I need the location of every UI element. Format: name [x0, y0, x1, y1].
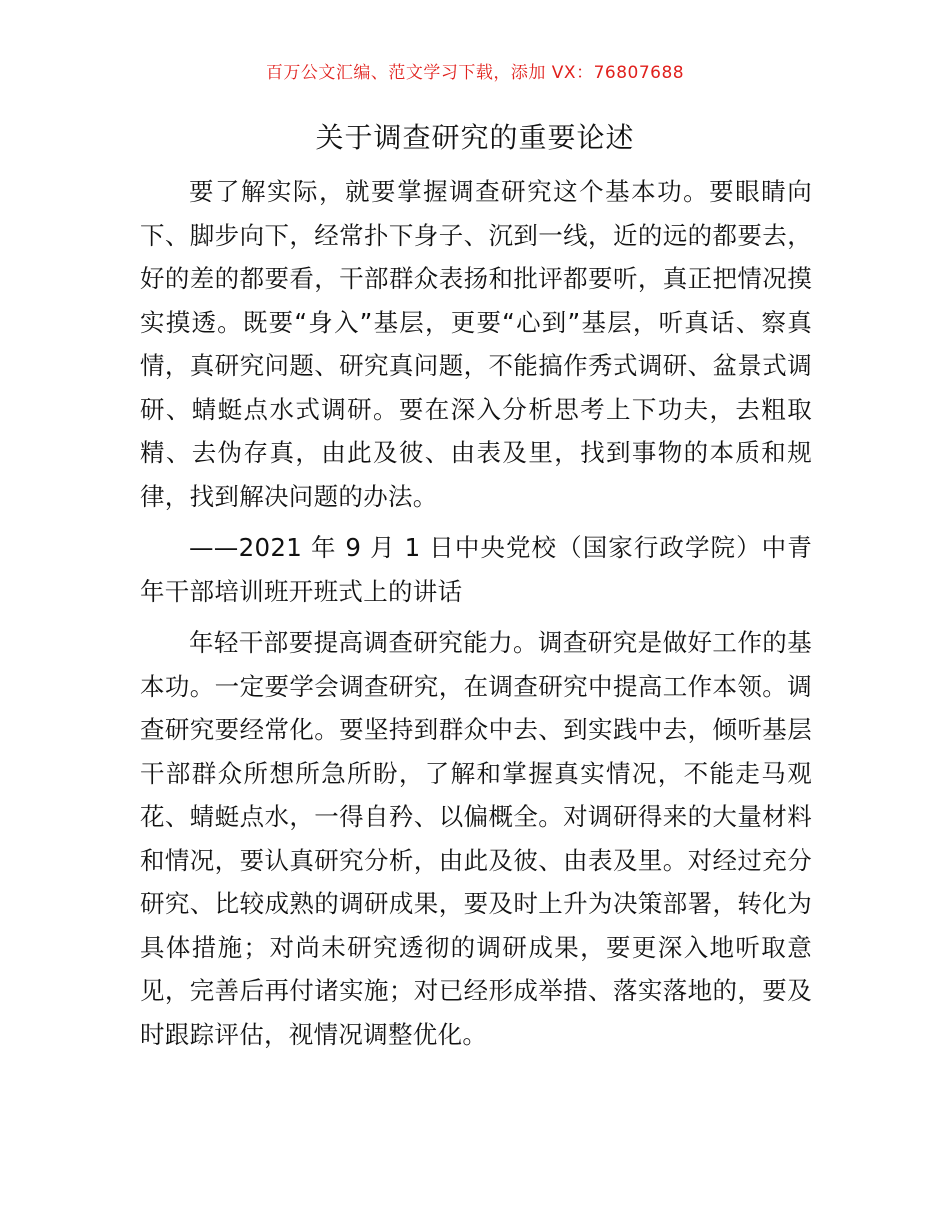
paragraph-source-1: ——2021 年 9 月 1 日中央党校（国家行政学院）中青年干部培训班开班式上的讲话	[140, 533, 812, 606]
paragraph-quote-2: 年轻干部要提高调查研究能力。调查研究是做好工作的基本功。一定要学会调查研究，在调查研究中提高工作本领。调查研究要经常化。要坚持到群众中去、到实践中去，倾听基层干部群众所想所急所盼，了解和掌握真实情况，不能走马观花、蜻蜓点水，一得自矜、以偏概全。对调研得来的大量材料和情况，要认真研究分析，由此及彼、由表及里。对经过充分研究、比较成熟的调研成果，要及时上升为决策部署，转化为具体措施；对尚未研究透彻的调研成果，要更深入地听取意见，完善后再付诸实施；对已经形成举措、落实落地的，要及时跟踪评估，视情况调整优化。	[140, 628, 812, 1049]
header-banner: 百万公文汇编、范文学习下载，添加 VX：76807688	[265, 63, 685, 83]
paragraph-quote-1: 要了解实际，就要掌握调查研究这个基本功。要眼睛向下、脚步向下，经常扑下身子、沉到一线，近的远的都要去，好的差的都要看，干部群众表扬和批评都要听，真正把情况摸实摸透。既要“身入”基层，更要“心到”基层，听真话、察真情，真研究问题、研究真问题，不能搞作秀式调研、盆景式调研、蜻蜓点水式调研。要在深入分析思考上下功夫，去粗取精、去伪存真，由此及彼、由表及里，找到事物的本质和规律，找到解决问题的办法。	[140, 177, 812, 511]
document-body	[140, 170, 812, 1056]
document-title: 关于调查研究的重要论述	[315, 121, 635, 154]
